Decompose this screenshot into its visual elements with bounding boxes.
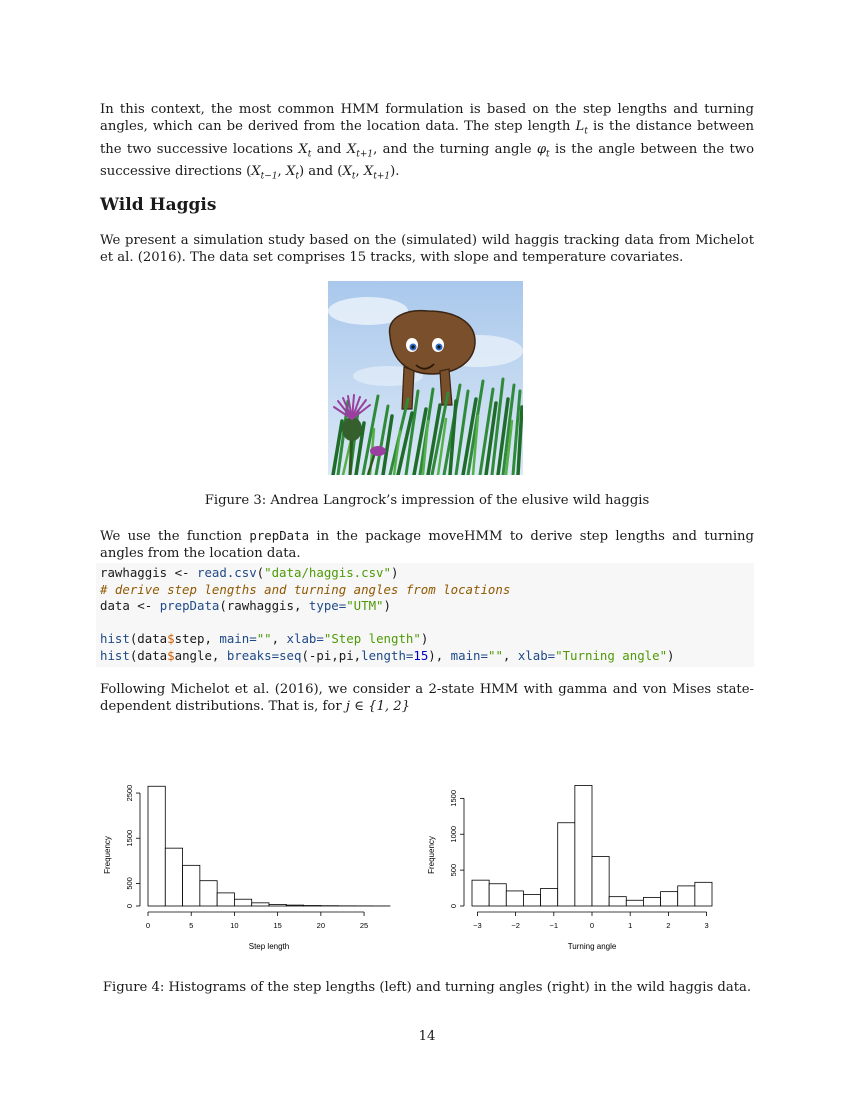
y-tick-label: 2500 bbox=[125, 784, 134, 802]
figure-4-caption: Figure 4: Histograms of the step lengths (left) and turning angles (right) in the wild haggis data. bbox=[102, 980, 752, 995]
code-line: data <- prepData(rawhaggis, type="UTM") bbox=[100, 598, 391, 614]
x-tick-label: −2 bbox=[511, 921, 520, 930]
prepdata-paragraph: We use the function prepData in the package moveHMM to derive step lengths and turning angles from the location data. bbox=[100, 528, 754, 561]
histogram-bar bbox=[252, 903, 269, 906]
x-axis-label: Step length bbox=[248, 942, 290, 951]
x-tick-label: 3 bbox=[704, 921, 709, 930]
x-axis-label: Turning angle bbox=[567, 942, 617, 951]
histogram-bar bbox=[678, 886, 695, 906]
x-tick-label: 0 bbox=[145, 921, 151, 930]
y-tick-label: 500 bbox=[449, 863, 458, 877]
y-tick-label: 0 bbox=[449, 903, 458, 909]
x-tick-label: 0 bbox=[589, 921, 595, 930]
histogram-bar bbox=[575, 785, 592, 906]
x-tick-label: 1 bbox=[628, 921, 633, 930]
histogram-bar bbox=[506, 891, 523, 906]
y-tick-label: 1500 bbox=[449, 790, 458, 807]
histogram-svg bbox=[96, 770, 756, 960]
histogram-bar bbox=[489, 884, 506, 906]
x-tick-label: 5 bbox=[189, 921, 194, 930]
x-tick-label: 2 bbox=[666, 921, 671, 930]
histogram-bar bbox=[609, 897, 626, 906]
page-number: 14 bbox=[418, 1029, 436, 1044]
code-line: rawhaggis <- read.csv("data/haggis.csv") bbox=[100, 565, 399, 580]
code-line: hist(data$step, main="", xlab="Step length") bbox=[100, 631, 429, 647]
histogram-bar bbox=[661, 892, 678, 906]
section-heading: Wild Haggis bbox=[100, 195, 217, 215]
histogram-bar bbox=[234, 899, 251, 906]
histogram-bar bbox=[148, 786, 165, 906]
wild-haggis-paragraph: We present a simulation study based on the (simulated) wild haggis tracking data from Michelot et al. (2016). The data set comprises 15 tracks, with slope and temperature covariates. bbox=[100, 233, 754, 265]
y-axis-label: Frequency bbox=[427, 836, 436, 874]
histogram-bar bbox=[541, 888, 558, 906]
histogram-bar bbox=[523, 895, 540, 906]
x-tick-label: 10 bbox=[230, 921, 239, 930]
figure-3-caption: Figure 3: Andrea Langrock’s impression of the elusive wild haggis bbox=[204, 493, 650, 508]
x-tick-label: −3 bbox=[473, 921, 482, 930]
figure-4-histograms bbox=[96, 770, 756, 960]
y-tick-label: 1500 bbox=[125, 829, 134, 847]
x-tick-label: 25 bbox=[359, 921, 369, 930]
histogram-bar bbox=[558, 823, 575, 906]
r-code-block bbox=[96, 563, 754, 667]
code-line: hist(data$angle, breaks=seq(-pi,pi,length=15), main="", xlab="Turning angle") bbox=[100, 647, 675, 663]
histogram-bar bbox=[200, 881, 217, 906]
code-blank-line bbox=[100, 615, 750, 632]
histogram-bar bbox=[286, 905, 303, 906]
histogram-bar bbox=[592, 856, 609, 906]
intro-paragraph: In this context, the most common HMM formulation is based on the step lengths and turning angles, which can be derived from the location data. The step length $L_t$ is the distance between the two successive locations $X_t$ and $X_{t+1}$, and the turning angle $\varphi_t$ is the angle between the two successive directions ($X_{t-1}$, $X_t$) and ($X_t$, $X_{t+1}$). bbox=[100, 102, 755, 182]
histogram-bar bbox=[165, 848, 182, 906]
y-tick-label: 500 bbox=[125, 877, 134, 890]
histogram-bar bbox=[269, 904, 286, 906]
model-paragraph: Following Michelot et al. (2016), we consider a 2-state HMM with gamma and von Mises state-dependent distributions. That is, for j ∈ {1, 2} bbox=[100, 682, 754, 714]
x-tick-label: 15 bbox=[273, 921, 282, 930]
y-axis-label: Frequency bbox=[103, 836, 112, 874]
haggis-illustration bbox=[328, 281, 523, 475]
code-comment: # derive step lengths and turning angles from locations bbox=[100, 581, 511, 597]
histogram-bar bbox=[217, 893, 234, 906]
x-tick-label: 20 bbox=[316, 921, 326, 930]
histogram-bar bbox=[472, 880, 489, 906]
histogram-bar bbox=[643, 897, 660, 906]
y-tick-label: 1000 bbox=[449, 825, 458, 843]
x-tick-label: −1 bbox=[549, 921, 559, 930]
histogram-bar bbox=[183, 865, 200, 906]
y-tick-label: 0 bbox=[125, 903, 134, 909]
histogram-bar bbox=[695, 882, 712, 906]
histogram-bar bbox=[626, 900, 643, 906]
